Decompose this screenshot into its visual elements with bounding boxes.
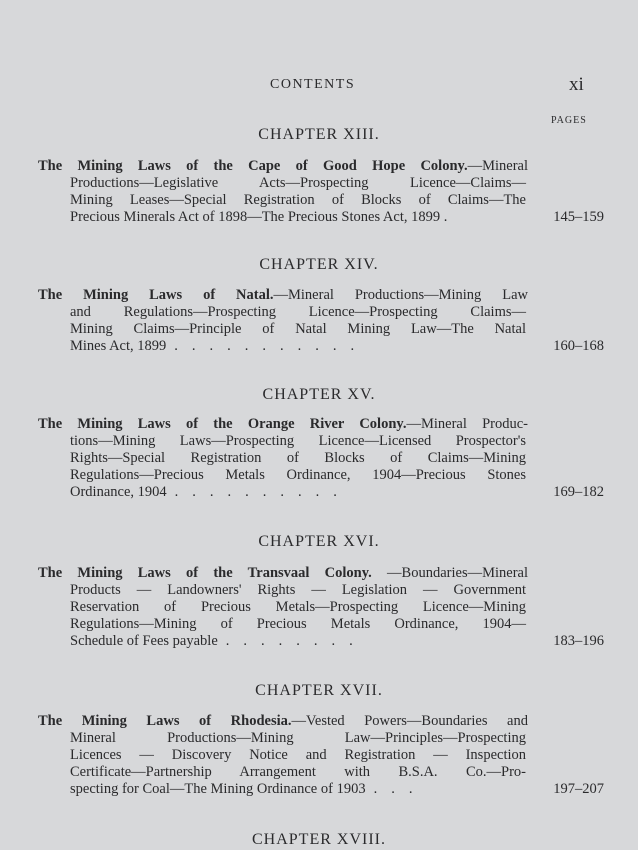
leader-dots: ... — [373, 781, 427, 797]
entry-title: The Mining Laws of the Cape of Good Hope Colony. — [38, 158, 468, 174]
toc-entry — [38, 158, 604, 226]
entry-text-line: and Regulations—Prospecting Licence—Prospecting Claims— — [70, 304, 526, 320]
entry-text-line: Regulations—Precious Metals Ordinance, 1904—Precious Stones — [70, 467, 526, 483]
entry-text-line: —Vested Powers—Boundaries and — [291, 713, 528, 729]
entry-text-line: Licences — Discovery Notice and Registration — Inspection — [70, 747, 526, 763]
entry-title: The Mining Laws of the Orange River Colony. — [38, 416, 407, 432]
entry-title: The Mining Laws of Rhodesia. — [38, 713, 292, 729]
entry-text-line: Reservation of Precious Metals—Prospecting Licence—Mining — [70, 599, 526, 615]
chapter-heading: CHAPTER XVII. — [255, 682, 383, 699]
toc-entry — [38, 287, 604, 355]
chapter-heading: CHAPTER XIV. — [259, 256, 379, 273]
entry-text-line: tions—Mining Laws—Prospecting Licence—Licensed Prospector's — [70, 433, 526, 449]
entry-text-line: —Mineral Productions—Mining Law — [273, 287, 528, 303]
pages-column-label: PAGES — [551, 115, 587, 126]
entry-text-line: Products — Landowners' Rights — Legislation — Government — [70, 582, 526, 598]
entry-text-line: —Mineral Produc- — [406, 416, 528, 432]
entry-text-line: specting for Coal—The Mining Ordinance of 1903 — [70, 781, 366, 797]
entry-text-line: —Boundaries—Mineral — [371, 565, 528, 581]
running-head — [0, 74, 638, 96]
entry-text-line: Ordinance, 1904 — [70, 484, 167, 500]
entry-text-line: —Mineral — [467, 158, 528, 174]
leader-dots: ........... — [174, 338, 369, 354]
entry-title: The Mining Laws of the Transvaal Colony. — [38, 565, 372, 581]
entry-text-line: Productions—Legislative Acts—Prospecting Licence—Claims— — [70, 175, 526, 191]
entry-text-line: Mining Claims—Principle of Natal Mining Law—The Natal — [70, 321, 526, 337]
chapter-heading: CHAPTER XVI. — [258, 533, 380, 550]
page-number: xi — [569, 74, 584, 95]
chapter-heading: CHAPTER XV. — [262, 386, 376, 403]
toc-entry — [38, 565, 604, 650]
page-range: 169–182 — [553, 484, 604, 500]
leader-dots: ........ — [225, 633, 367, 649]
entry-text-line: Certificate—Partnership Arrangement with B.S.A. Co.—Pro- — [70, 764, 526, 780]
entry-text-line: Rights—Special Registration of Blocks of Claims—Mining — [70, 450, 526, 466]
chapter-heading: CHAPTER XVIII. — [252, 831, 386, 848]
entry-text-line: Precious Minerals Act of 1898—The Precious Stones Act, 1899 . — [70, 209, 448, 225]
entry-text-line: Mines Act, 1899 — [70, 338, 167, 354]
toc-entry — [38, 416, 604, 501]
leader-dots: .......... — [174, 484, 351, 500]
toc-entry — [38, 713, 604, 798]
chapter-heading: CHAPTER XIII. — [258, 126, 380, 143]
entry-text-line: Schedule of Fees payable — [70, 633, 218, 649]
page-range: 145–159 — [553, 209, 604, 225]
page-range: 183–196 — [553, 633, 604, 649]
entry-title: The Mining Laws of Natal. — [38, 287, 274, 303]
entry-text-line: Mineral Productions—Mining Law—Principles—Prospecting — [70, 730, 526, 746]
page-range: 160–168 — [553, 338, 604, 354]
running-head-title: CONTENTS — [270, 77, 356, 92]
entry-text-line: Mining Leases—Special Registration of Blocks of Claims—The — [70, 192, 526, 208]
page-range: 197–207 — [553, 781, 604, 797]
entry-text-line: Regulations—Mining of Precious Metals Ordinance, 1904— — [70, 616, 526, 632]
